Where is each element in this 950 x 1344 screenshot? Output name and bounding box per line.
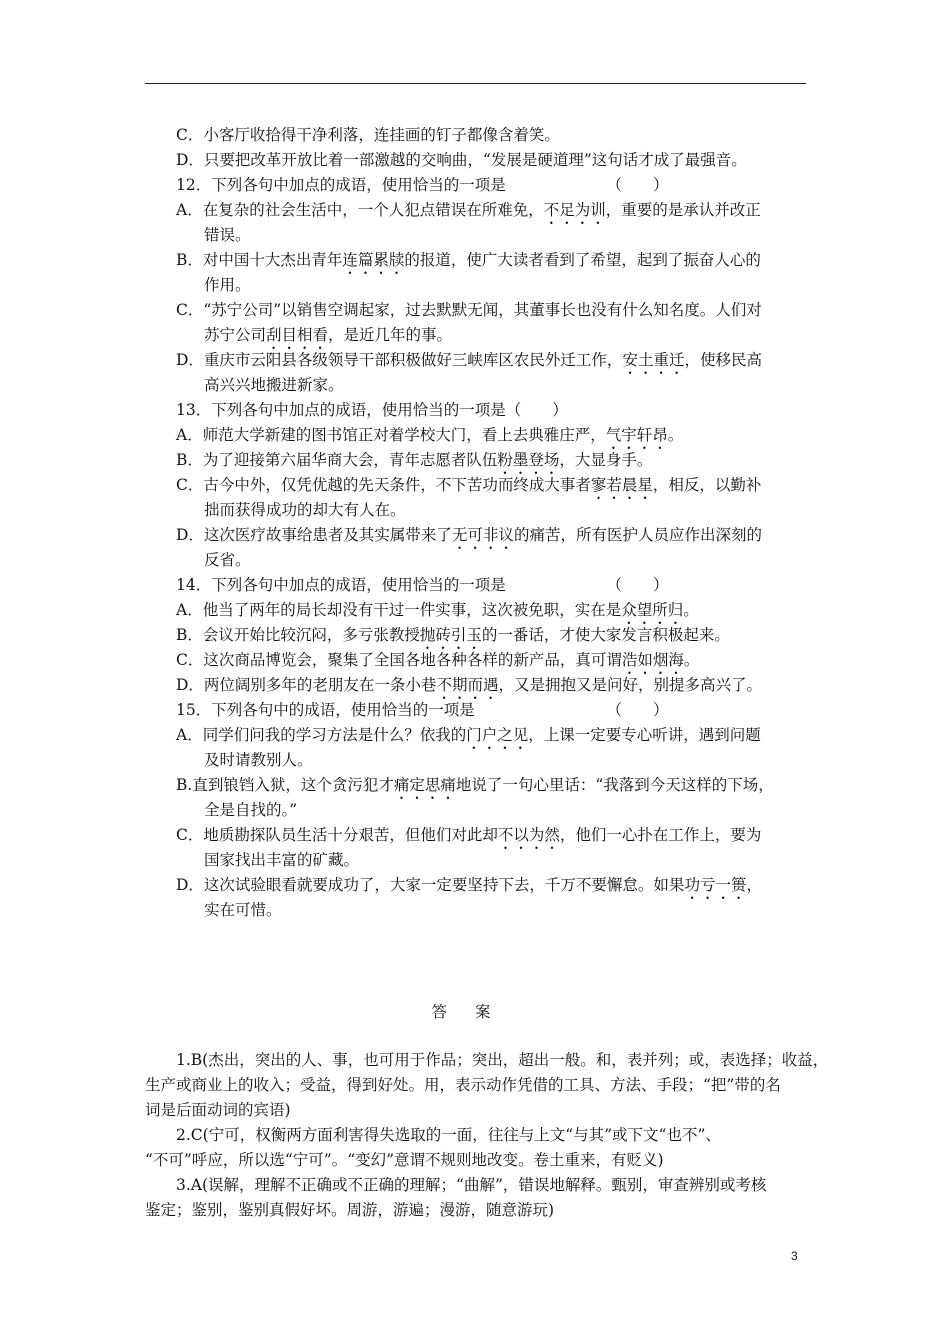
q14-b-idiom: 抛砖引玉 (419, 626, 482, 644)
q13-d-idiom: 无可非议 (451, 526, 514, 544)
answer-2-line-1: 2.C(宁可，权衡两方面利害得失选取的一面，往往与上文“与其”或下文“也不”、 (176, 1126, 721, 1144)
q15-b-post: 地说了一句心里话：“我落到今天这样的下场， (455, 776, 774, 794)
q15-b-pre: B.直到锒铛入狱，这个贪污犯才 (176, 776, 394, 794)
q15-option-b (176, 775, 774, 803)
q13-option-c-cont: 拙而获得成功的却大有人在。 (204, 501, 406, 519)
q15-option-b-cont: 全是自找的。” (204, 801, 298, 819)
answer-3-line-2: 鉴定；鉴别，鉴别真假好坏。周游，游遍；漫游，随意游玩) (145, 1201, 555, 1219)
q13-c-pre: C．古今中外，仅凭优越的先天条件，不下苦功而终成大事者 (176, 476, 591, 494)
header-rule (145, 83, 806, 84)
q12-c-pre: 苏宁公司 (204, 326, 267, 344)
q12-option-d-cont: 高兴兴地搬进新家。 (204, 376, 344, 394)
q15-d-idiom: 功亏一篑 (684, 876, 747, 894)
q13-a-post: 。 (667, 426, 684, 444)
q12-stem: 12．下列各句中加点的成语，使用恰当的一项是 （ ） (176, 176, 669, 194)
q12-option-b-cont: 作用。 (204, 276, 251, 294)
q13-option-d (176, 525, 762, 553)
q14-c-post: 。 (683, 651, 700, 669)
q15-c-post: ，他们一心扑在工作上，要为 (559, 826, 762, 844)
q12-a-idiom: 不足为训 (543, 201, 606, 219)
q13-a-idiom: 气宇轩昂 (605, 426, 668, 444)
q14-a-post: 。 (683, 601, 699, 619)
answers-title: 答案 (431, 1003, 519, 1021)
q15-b-idiom: 痛定思痛 (393, 776, 456, 794)
q12-b-post: 的报道，使广大读者看到了希望，起到了振奋人心的 (404, 251, 761, 269)
q12-option-c-cont (204, 325, 452, 353)
q13-a-pre: A．师范大学新建的图书馆正对着学校大门，看上去典雅庄严， (176, 426, 606, 444)
q12-b-pre: B．对中国十大杰出青年 (176, 251, 343, 269)
q14-d-idiom: 不期而遇 (436, 676, 499, 694)
q13-option-c (176, 475, 761, 503)
q13-b-post: ，大显身手。 (559, 451, 653, 469)
q14-d-post: ，又是拥抱又是问好，别提多高兴了。 (498, 676, 762, 694)
q14-b-post: 的一番话，才使大家发言积极起来。 (481, 626, 730, 644)
q15-option-c-cont: 国家找出丰富的矿藏。 (204, 851, 360, 869)
q12-a-post: ，重要的是承认并改正 (605, 201, 761, 219)
q15-stem: 15．下列各句中的成语，使用恰当的一项是 （ ） (176, 701, 669, 719)
answer-3-line-1: 3.A(误解，理解不正确或不正确的理解；“曲解”，错误地解释。甄别，审查辨别或考核 (176, 1176, 767, 1194)
q14-option-c (176, 650, 699, 678)
q12-d-pre: D．重庆市云阳县各级领导干部积极做好三峡库区农民外迁工作， (176, 351, 623, 369)
q15-a-post: ，上课一定要专心听讲，遇到问题 (528, 726, 761, 744)
q14-b-pre: B．会议开始比较沉闷，多亏张教授 (176, 626, 420, 644)
q12-d-post: ，使移民高 (684, 351, 762, 369)
q14-option-a (176, 600, 699, 628)
q15-option-a (176, 725, 761, 753)
q12-option-a-cont: 错误。 (204, 226, 251, 244)
q13-option-d-cont: 反省。 (204, 551, 251, 569)
q12-option-a (176, 200, 761, 228)
q13-d-pre: D．这次医疗故事给患者及其实属带来了 (176, 526, 452, 544)
q14-stem: 14．下列各句中加点的成语，使用恰当的一项是 （ ） (176, 576, 669, 594)
q14-c-pre: C．这次商品博览会，聚集了全国各地各种各样的新产品，真可谓 (176, 651, 622, 669)
q15-d-pre: D．这次试验眼看就要成功了，大家一定要坚持下去，千万不要懈怠。如果 (176, 876, 685, 894)
q15-option-a-cont: 及时请教别人。 (204, 751, 313, 769)
q13-c-post: ，相反，以勤补 (652, 476, 762, 494)
q12-b-idiom: 连篇累牍 (342, 251, 405, 269)
q15-option-d-cont: 实在可惜。 (204, 901, 282, 919)
q14-option-b (176, 625, 730, 653)
q15-a-idiom: 门户之见 (466, 726, 529, 744)
answer-2-line-2: “不可”呼应，所以选“宁可”。“变幻”意谓不规则地改变。卷土重来，有贬义) (145, 1151, 664, 1169)
q11-option-c: C．小客厅收拾得干净利落，连挂画的钉子都像含着笑。 (176, 126, 560, 144)
page-number: 3 (791, 1249, 798, 1263)
q12-option-d (176, 350, 762, 378)
q13-b-idiom: 粉墨登场 (497, 451, 560, 469)
q12-c-post: ，是近几年的事。 (328, 326, 453, 344)
q15-a-pre: A．同学们问我的学习方法是什么？依我的 (176, 726, 467, 744)
q13-b-pre: B．为了迎接第六届华商大会，青年志愿者队伍 (176, 451, 498, 469)
q14-option-d (176, 675, 762, 703)
q12-d-idiom: 安土重迁 (622, 351, 685, 369)
q14-c-idiom: 浩如烟海 (621, 651, 684, 669)
q12-option-c: C．“苏宁公司”以销售空调起家，过去默默无闻，其董事长也没有什么知名度。人们对 (176, 301, 762, 319)
q15-c-idiom: 不以为然 (497, 826, 560, 844)
answer-1-line-2: 生产或商业上的收入；受益，得到好处。用，表示动作凭借的工具、方法、手段；“把”带的名 (145, 1076, 781, 1094)
q14-a-pre: A．他当了两年的局长却没有干过一件实事，这次被免职，实在是 (176, 601, 622, 619)
q12-a-pre: A．在复杂的社会生活中，一个人犯点错误在所难免， (176, 201, 544, 219)
q15-option-c (176, 825, 761, 853)
q13-d-post: 的痛苦，所有医护人员应作出深刻的 (513, 526, 762, 544)
q15-d-post: ， (746, 876, 762, 894)
q13-option-a (176, 425, 683, 453)
q13-c-idiom: 寥若晨星 (590, 476, 653, 494)
q14-a-idiom: 众望所归 (621, 601, 684, 619)
q11-option-d: D．只要把改革开放比着一部激越的交响曲，“发展是硬道理”这句话才成了最强音。 (176, 151, 747, 169)
q13-stem: 13．下列各句中加点的成语，使用恰当的一项是（ ） (176, 401, 568, 419)
q15-option-d (176, 875, 762, 903)
answer-1-line-3: 词是后面动词的宾语) (145, 1101, 291, 1119)
q13-option-b (176, 450, 652, 478)
q12-option-b (176, 250, 761, 278)
answer-1-line-1: 1.B(杰出，突出的人、事，也可用于作品；突出，超出一般。和，表并列；或，表选择；收益， (176, 1051, 829, 1069)
q15-c-pre: C．地质勘探队员生活十分艰苦，但他们对此却 (176, 826, 498, 844)
q14-d-pre: D．两位阔别多年的老朋友在一条小巷 (176, 676, 437, 694)
q12-c-idiom: 刮目相看 (266, 326, 329, 344)
